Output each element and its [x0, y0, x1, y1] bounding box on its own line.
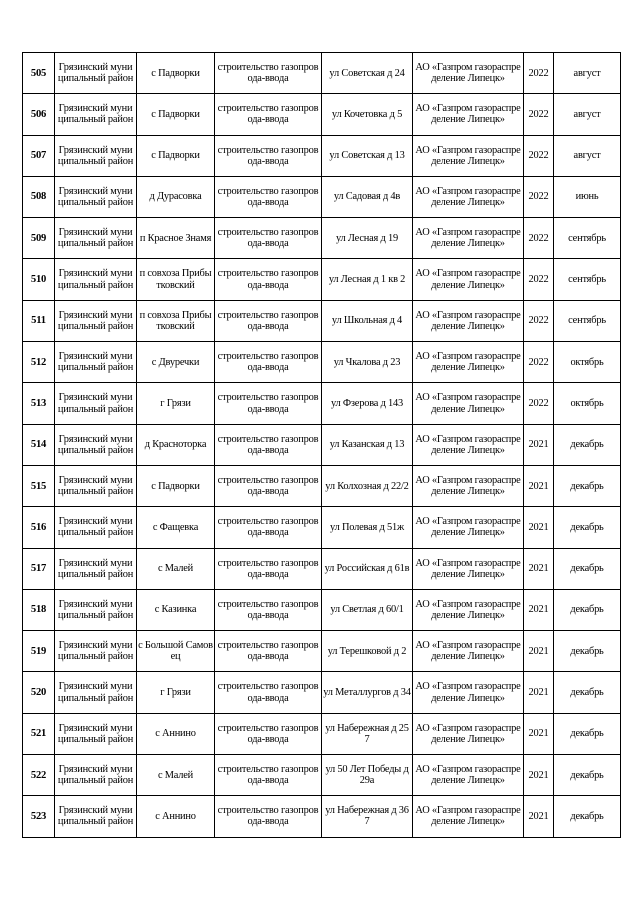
table-row [23, 755, 621, 796]
row-number: 509 [23, 218, 55, 259]
district-cell: Грязинский муниципальный район [55, 755, 137, 796]
district-cell: Грязинский муниципальный район [55, 465, 137, 506]
district-cell: Грязинский муниципальный район [55, 507, 137, 548]
organization-cell: АО «Газпром газораспределение Липецк» [413, 300, 524, 341]
work-type-cell: строительство газопровода-ввода [215, 548, 322, 589]
organization-cell: АО «Газпром газораспределение Липецк» [413, 259, 524, 300]
row-number: 516 [23, 507, 55, 548]
locality-cell: с Двуречки [137, 342, 215, 383]
table-row [23, 53, 621, 94]
table-row [23, 424, 621, 465]
month-cell: декабрь [554, 713, 621, 754]
locality-cell: г Грязи [137, 672, 215, 713]
table-row [23, 796, 621, 837]
month-cell: август [554, 53, 621, 94]
month-cell: август [554, 135, 621, 176]
organization-cell: АО «Газпром газораспределение Липецк» [413, 713, 524, 754]
district-cell: Грязинский муниципальный район [55, 94, 137, 135]
locality-cell: п совхоза Прибытковский [137, 259, 215, 300]
work-type-cell: строительство газопровода-ввода [215, 755, 322, 796]
year-cell: 2021 [524, 672, 554, 713]
table-row [23, 342, 621, 383]
district-cell: Грязинский муниципальный район [55, 631, 137, 672]
month-cell: декабрь [554, 755, 621, 796]
locality-cell: д Дурасовка [137, 176, 215, 217]
organization-cell: АО «Газпром газораспределение Липецк» [413, 507, 524, 548]
row-number: 507 [23, 135, 55, 176]
district-cell: Грязинский муниципальный район [55, 548, 137, 589]
work-type-cell: строительство газопровода-ввода [215, 631, 322, 672]
district-cell: Грязинский муниципальный район [55, 383, 137, 424]
address-cell: ул Терешковой д 2 [322, 631, 413, 672]
address-cell: ул Российская д 61в [322, 548, 413, 589]
row-number: 508 [23, 176, 55, 217]
table-row [23, 672, 621, 713]
address-cell: ул Казанская д 13 [322, 424, 413, 465]
work-type-cell: строительство газопровода-ввода [215, 342, 322, 383]
year-cell: 2022 [524, 218, 554, 259]
month-cell: декабрь [554, 507, 621, 548]
month-cell: август [554, 94, 621, 135]
district-cell: Грязинский муниципальный район [55, 424, 137, 465]
row-number: 505 [23, 53, 55, 94]
organization-cell: АО «Газпром газораспределение Липецк» [413, 672, 524, 713]
row-number: 517 [23, 548, 55, 589]
district-cell: Грязинский муниципальный район [55, 176, 137, 217]
table-row [23, 259, 621, 300]
table-row [23, 713, 621, 754]
address-cell: ул Школьная д 4 [322, 300, 413, 341]
organization-cell: АО «Газпром газораспределение Липецк» [413, 218, 524, 259]
district-cell: Грязинский муниципальный район [55, 342, 137, 383]
month-cell: декабрь [554, 589, 621, 630]
district-cell: Грязинский муниципальный район [55, 218, 137, 259]
year-cell: 2021 [524, 507, 554, 548]
document-page [22, 52, 620, 838]
address-cell: ул Лесная д 1 кв 2 [322, 259, 413, 300]
row-number: 522 [23, 755, 55, 796]
organization-cell: АО «Газпром газораспределение Липецк» [413, 631, 524, 672]
row-number: 513 [23, 383, 55, 424]
month-cell: декабрь [554, 672, 621, 713]
row-number: 523 [23, 796, 55, 837]
month-cell: декабрь [554, 631, 621, 672]
month-cell: сентябрь [554, 218, 621, 259]
address-cell: ул Колхозная д 22/2 [322, 465, 413, 506]
address-cell: ул 50 Лет Победы д 29а [322, 755, 413, 796]
locality-cell: с Большой Самовец [137, 631, 215, 672]
table-row [23, 631, 621, 672]
locality-cell: с Падворки [137, 135, 215, 176]
address-cell: ул Светлая д 60/1 [322, 589, 413, 630]
locality-cell: с Падворки [137, 465, 215, 506]
year-cell: 2022 [524, 94, 554, 135]
year-cell: 2021 [524, 755, 554, 796]
row-number: 515 [23, 465, 55, 506]
organization-cell: АО «Газпром газораспределение Липецк» [413, 548, 524, 589]
address-cell: ул Лесная д 19 [322, 218, 413, 259]
month-cell: сентябрь [554, 300, 621, 341]
address-cell: ул Набережная д 257 [322, 713, 413, 754]
district-cell: Грязинский муниципальный район [55, 259, 137, 300]
month-cell: октябрь [554, 342, 621, 383]
address-cell: ул Чкалова д 23 [322, 342, 413, 383]
locality-cell: с Аннино [137, 713, 215, 754]
organization-cell: АО «Газпром газораспределение Липецк» [413, 424, 524, 465]
year-cell: 2021 [524, 631, 554, 672]
table-row [23, 507, 621, 548]
organization-cell: АО «Газпром газораспределение Липецк» [413, 94, 524, 135]
table-row [23, 548, 621, 589]
work-type-cell: строительство газопровода-ввода [215, 94, 322, 135]
locality-cell: г Грязи [137, 383, 215, 424]
address-cell: ул Металлургов д 34 [322, 672, 413, 713]
work-type-cell: строительство газопровода-ввода [215, 465, 322, 506]
month-cell: сентябрь [554, 259, 621, 300]
table-row [23, 135, 621, 176]
district-cell: Грязинский муниципальный район [55, 300, 137, 341]
table-row [23, 176, 621, 217]
locality-cell: д Красноторка [137, 424, 215, 465]
year-cell: 2021 [524, 465, 554, 506]
month-cell: октябрь [554, 383, 621, 424]
table-row [23, 589, 621, 630]
work-type-cell: строительство газопровода-ввода [215, 176, 322, 217]
locality-cell: п Красное Знамя [137, 218, 215, 259]
month-cell: декабрь [554, 465, 621, 506]
work-type-cell: строительство газопровода-ввода [215, 383, 322, 424]
locality-cell: с Фащевка [137, 507, 215, 548]
organization-cell: АО «Газпром газораспределение Липецк» [413, 755, 524, 796]
table-row [23, 465, 621, 506]
district-cell: Грязинский муниципальный район [55, 672, 137, 713]
year-cell: 2022 [524, 176, 554, 217]
year-cell: 2022 [524, 135, 554, 176]
locality-cell: с Малей [137, 755, 215, 796]
row-number: 512 [23, 342, 55, 383]
row-number: 519 [23, 631, 55, 672]
district-cell: Грязинский муниципальный район [55, 135, 137, 176]
row-number: 510 [23, 259, 55, 300]
district-cell: Грязинский муниципальный район [55, 53, 137, 94]
month-cell: декабрь [554, 424, 621, 465]
address-cell: ул Советская д 24 [322, 53, 413, 94]
address-cell: ул Набережная д 367 [322, 796, 413, 837]
organization-cell: АО «Газпром газораспределение Липецк» [413, 383, 524, 424]
organization-cell: АО «Газпром газораспределение Липецк» [413, 53, 524, 94]
work-type-cell: строительство газопровода-ввода [215, 135, 322, 176]
year-cell: 2022 [524, 300, 554, 341]
district-cell: Грязинский муниципальный район [55, 589, 137, 630]
month-cell: декабрь [554, 548, 621, 589]
address-cell: ул Полевая д 51ж [322, 507, 413, 548]
work-type-cell: строительство газопровода-ввода [215, 218, 322, 259]
month-cell: декабрь [554, 796, 621, 837]
locality-cell: с Малей [137, 548, 215, 589]
district-cell: Грязинский муниципальный район [55, 713, 137, 754]
address-cell: ул Садовая д 4в [322, 176, 413, 217]
year-cell: 2021 [524, 713, 554, 754]
work-type-cell: строительство газопровода-ввода [215, 259, 322, 300]
year-cell: 2022 [524, 383, 554, 424]
work-type-cell: строительство газопровода-ввода [215, 713, 322, 754]
table-row [23, 94, 621, 135]
organization-cell: АО «Газпром газораспределение Липецк» [413, 465, 524, 506]
work-type-cell: строительство газопровода-ввода [215, 300, 322, 341]
locality-cell: с Казинка [137, 589, 215, 630]
row-number: 514 [23, 424, 55, 465]
year-cell: 2021 [524, 796, 554, 837]
work-type-cell: строительство газопровода-ввода [215, 424, 322, 465]
row-number: 521 [23, 713, 55, 754]
table-row [23, 383, 621, 424]
locality-cell: с Падворки [137, 53, 215, 94]
work-type-cell: строительство газопровода-ввода [215, 672, 322, 713]
organization-cell: АО «Газпром газораспределение Липецк» [413, 589, 524, 630]
work-type-cell: строительство газопровода-ввода [215, 796, 322, 837]
organization-cell: АО «Газпром газораспределение Липецк» [413, 796, 524, 837]
locality-cell: п совхоза Прибытковский [137, 300, 215, 341]
row-number: 518 [23, 589, 55, 630]
month-cell: июнь [554, 176, 621, 217]
address-cell: ул Советская д 13 [322, 135, 413, 176]
year-cell: 2021 [524, 424, 554, 465]
year-cell: 2022 [524, 259, 554, 300]
year-cell: 2021 [524, 548, 554, 589]
row-number: 511 [23, 300, 55, 341]
address-cell: ул Фзерова д 143 [322, 383, 413, 424]
address-cell: ул Кочетовка д 5 [322, 94, 413, 135]
work-type-cell: строительство газопровода-ввода [215, 589, 322, 630]
locality-cell: с Аннино [137, 796, 215, 837]
work-type-cell: строительство газопровода-ввода [215, 53, 322, 94]
locality-cell: с Падворки [137, 94, 215, 135]
row-number: 520 [23, 672, 55, 713]
table-row [23, 300, 621, 341]
gasification-table [22, 52, 621, 838]
organization-cell: АО «Газпром газораспределение Липецк» [413, 342, 524, 383]
year-cell: 2022 [524, 342, 554, 383]
row-number: 506 [23, 94, 55, 135]
year-cell: 2022 [524, 53, 554, 94]
table-row [23, 218, 621, 259]
year-cell: 2021 [524, 589, 554, 630]
organization-cell: АО «Газпром газораспределение Липецк» [413, 176, 524, 217]
organization-cell: АО «Газпром газораспределение Липецк» [413, 135, 524, 176]
district-cell: Грязинский муниципальный район [55, 796, 137, 837]
work-type-cell: строительство газопровода-ввода [215, 507, 322, 548]
